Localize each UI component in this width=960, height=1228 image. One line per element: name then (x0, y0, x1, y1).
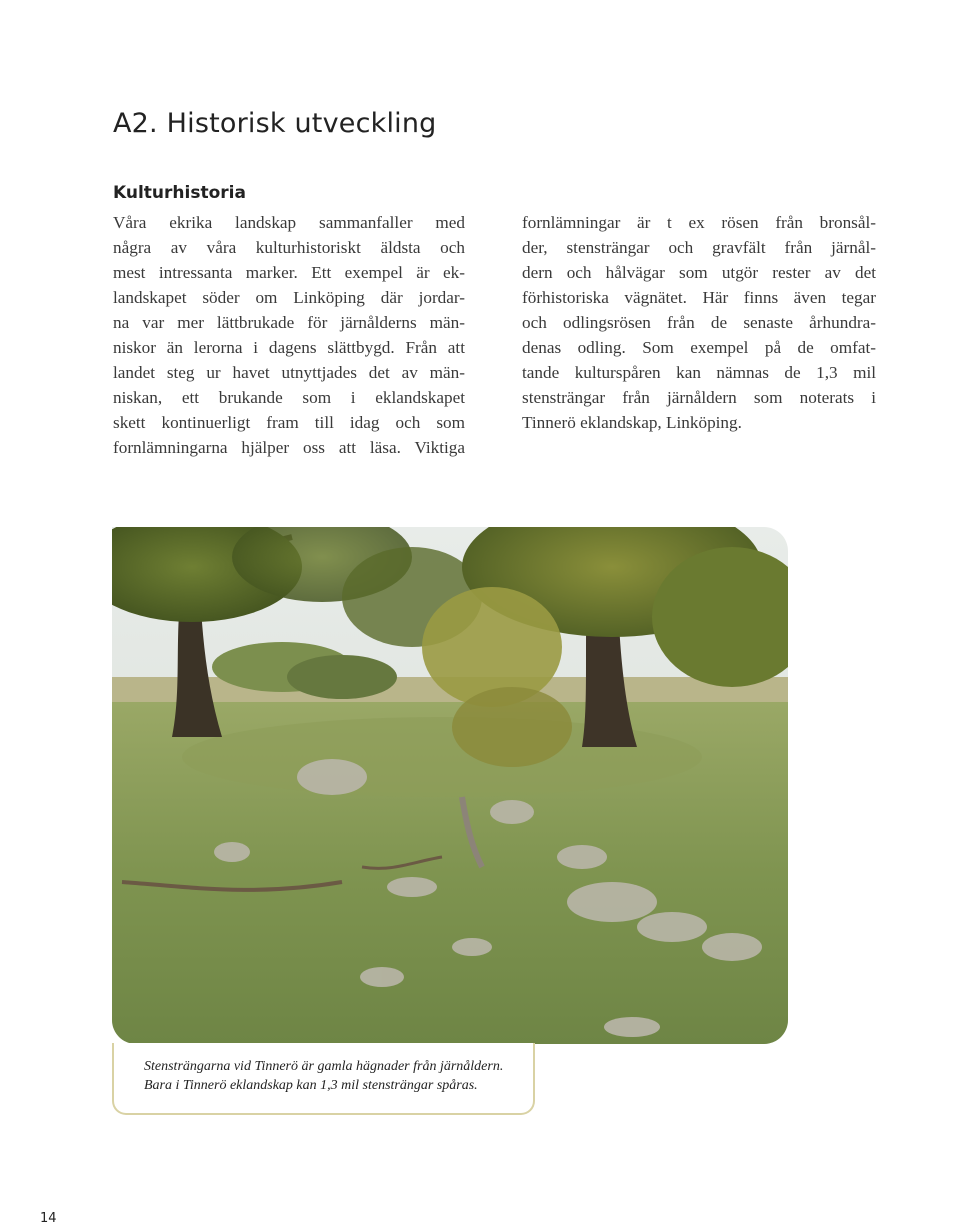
text-line: landet steg ur havet utnyttjades det av män- (113, 363, 465, 382)
subheading: Kulturhistoria (113, 183, 246, 203)
oak-landscape-photo (112, 527, 788, 1044)
text-line: fornlämningar är t ex rösen från bronsål- (522, 213, 876, 232)
text-line: fornlämningarna hjälper oss att läsa. Viktiga (113, 438, 465, 457)
text-line: dern och hålvägar som utgör rester av det (522, 263, 876, 282)
text-line: tande kulturspåren kan nämnas de 1,3 mil (522, 363, 876, 382)
text-line: niskan, ett brukande som i eklandskapet (113, 388, 465, 407)
text-line: na var mer lättbrukade för järnålderns män- (113, 313, 465, 332)
section-title: A2. Historisk utveckling (113, 108, 437, 139)
page-number: 14 (40, 1211, 57, 1226)
text-line: stensträngar från järnåldern som noterats i (522, 388, 876, 407)
right-text-column (522, 210, 876, 435)
text-line: der, stensträngar och gravfält från järnål- (522, 238, 876, 257)
caption-line: Stensträngarna vid Tinnerö är gamla hägnader från järnåldern. (144, 1059, 504, 1074)
text-line: niskor än lerorna i dagens slättbygd. Från att (113, 338, 465, 357)
text-line: skett kontinuerligt fram till idag och som (113, 413, 465, 432)
text-line: förhistoriska vägnätet. Här finns även tegar (522, 288, 876, 307)
text-line: landskapet söder om Linköping där jordar- (113, 288, 465, 307)
left-text-column (113, 210, 465, 460)
text-line: denas odling. Som exempel på de omfat- (522, 338, 876, 357)
caption-line: Bara i Tinnerö eklandskap kan 1,3 mil stensträngar spåras. (144, 1078, 478, 1093)
photo-caption-box (112, 1043, 535, 1115)
text-line: några av våra kulturhistoriskt äldsta och (113, 238, 465, 257)
text-line: och odlingsrösen från de senaste århundra- (522, 313, 876, 332)
text-line: mest intressanta marker. Ett exempel är ek- (113, 263, 465, 282)
text-line: Våra ekrika landskap sammanfaller med (113, 213, 465, 232)
photo-caption (144, 1057, 503, 1095)
text-line: Tinnerö eklandskap, Linköping. (522, 413, 742, 432)
